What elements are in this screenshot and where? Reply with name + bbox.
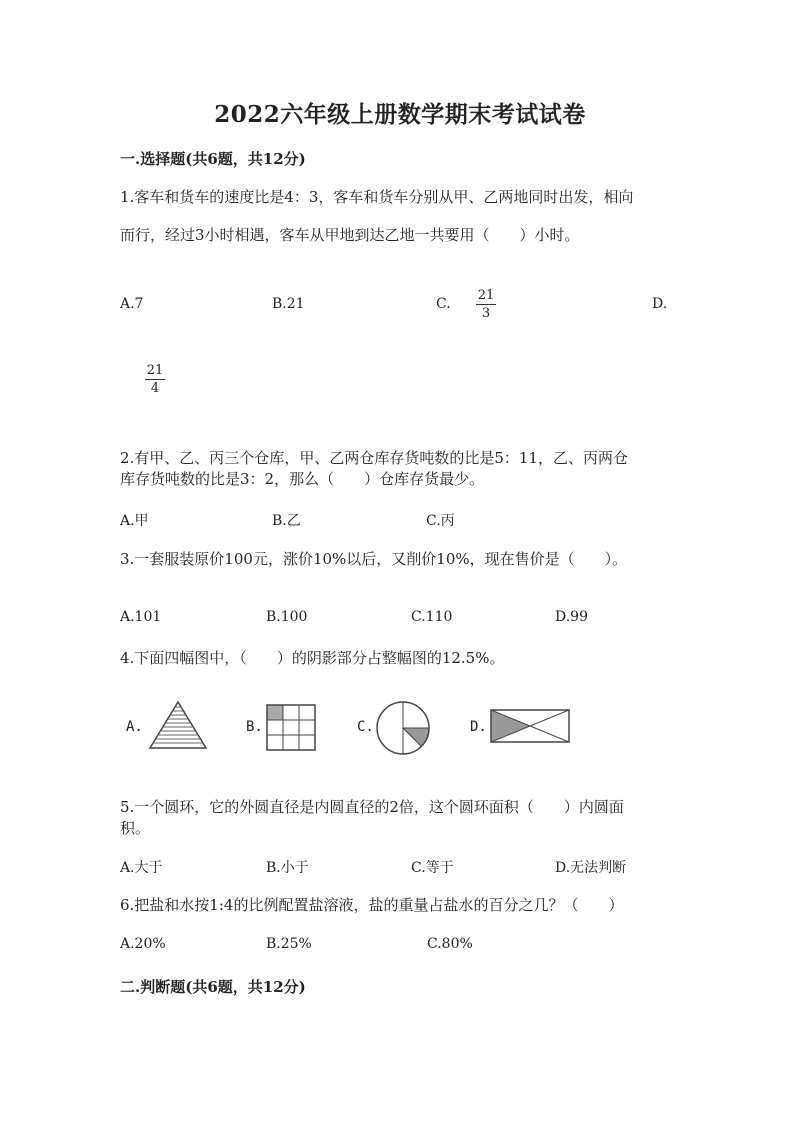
fraction-bar [145, 379, 165, 380]
section-heading-judgement: 二.判断题(共6题，共12分) [120, 978, 306, 996]
circle-shaded-sector [403, 728, 429, 746]
q3-option-d: D.99 [555, 609, 588, 625]
question-4-line-1: 4.下面四幅图中，（ ）的阴影部分占整幅图的12.5%。 [120, 649, 505, 667]
question-1-line-1: 1.客车和货车的速度比是4：3，客车和货车分别从甲、乙两地同时出发，相向 [120, 188, 634, 206]
question-3-line-1: 3.一套服装原价100元，涨价10%以后，又削价10%，现在售价是（ ）。 [120, 550, 628, 568]
fraction-numerator: 21 [477, 288, 495, 303]
q4-figure-label-b: B. [246, 719, 263, 735]
q5-option-d: D.无法判断 [555, 860, 627, 876]
q1-option-c: C. [436, 296, 451, 312]
q6-option-b: B.25% [266, 936, 312, 952]
q4-figure-triangle [148, 700, 208, 750]
triangle-stripes [153, 707, 203, 743]
q2-option-c: C.丙 [426, 513, 455, 529]
q3-option-a: A.101 [120, 609, 162, 625]
question-1-line-2: 而行，经过3小时相遇，客车从甲地到达乙地一共要用（ ）小时。 [120, 226, 580, 244]
section-heading-choice: 一.选择题(共6题，共12分) [120, 150, 306, 168]
q6-option-a: A.20% [120, 936, 166, 952]
page-title: 2022六年级上册数学期末考试试卷 [214, 101, 586, 128]
question-2-line-2: 库存货吨数的比是3：2，那么（ ）仓库存货最少。 [120, 470, 485, 488]
q1-option-a: A.7 [120, 296, 144, 312]
q1-option-d-fraction [145, 363, 165, 396]
question-6-line-1: 6.把盐和水按1:4的比例配置盐溶液，盐的重量占盐水的百分之几？（ ） [120, 896, 624, 914]
triangle-outline [150, 702, 206, 748]
fraction-denominator: 3 [481, 306, 491, 321]
question-5-line-1: 5.一个圆环，它的外圆直径是内圆直径的2倍，这个圆环面积（ ）内圆面 [120, 798, 624, 816]
q2-option-a: A.甲 [120, 513, 149, 529]
q5-option-a: A.大于 [120, 860, 163, 876]
q4-figure-circle [376, 701, 430, 755]
fraction-denominator: 4 [150, 381, 160, 396]
q1-option-b: B.21 [272, 296, 305, 312]
fraction-numerator: 21 [146, 363, 164, 378]
q5-option-c: C.等于 [411, 860, 454, 876]
q4-figure-label-d: D. [470, 719, 487, 735]
q5-option-b: B.小于 [266, 860, 309, 876]
q1-option-d: D. [652, 296, 668, 312]
q4-figure-label-c: C. [357, 719, 374, 735]
question-2-line-1: 2.有甲、乙、丙三个仓库，甲、乙两仓库存货吨数的比是5：11，乙、丙两仓 [120, 449, 628, 467]
q3-option-c: C.110 [411, 609, 453, 625]
rectangle-shaded-triangle [491, 710, 530, 742]
q4-figure-label-a: A. [126, 719, 143, 735]
q2-option-b: B.乙 [272, 513, 301, 529]
q1-option-c-fraction [476, 288, 496, 321]
circle-dividers [403, 702, 429, 754]
question-5-line-2: 积。 [120, 819, 151, 837]
q3-option-b: B.100 [266, 609, 308, 625]
q6-option-c: C.80% [427, 936, 473, 952]
q4-figure-rectangle [491, 710, 569, 742]
q4-figure-grid [267, 705, 315, 750]
grid-shaded-cell [267, 705, 283, 720]
fraction-bar [476, 304, 496, 305]
